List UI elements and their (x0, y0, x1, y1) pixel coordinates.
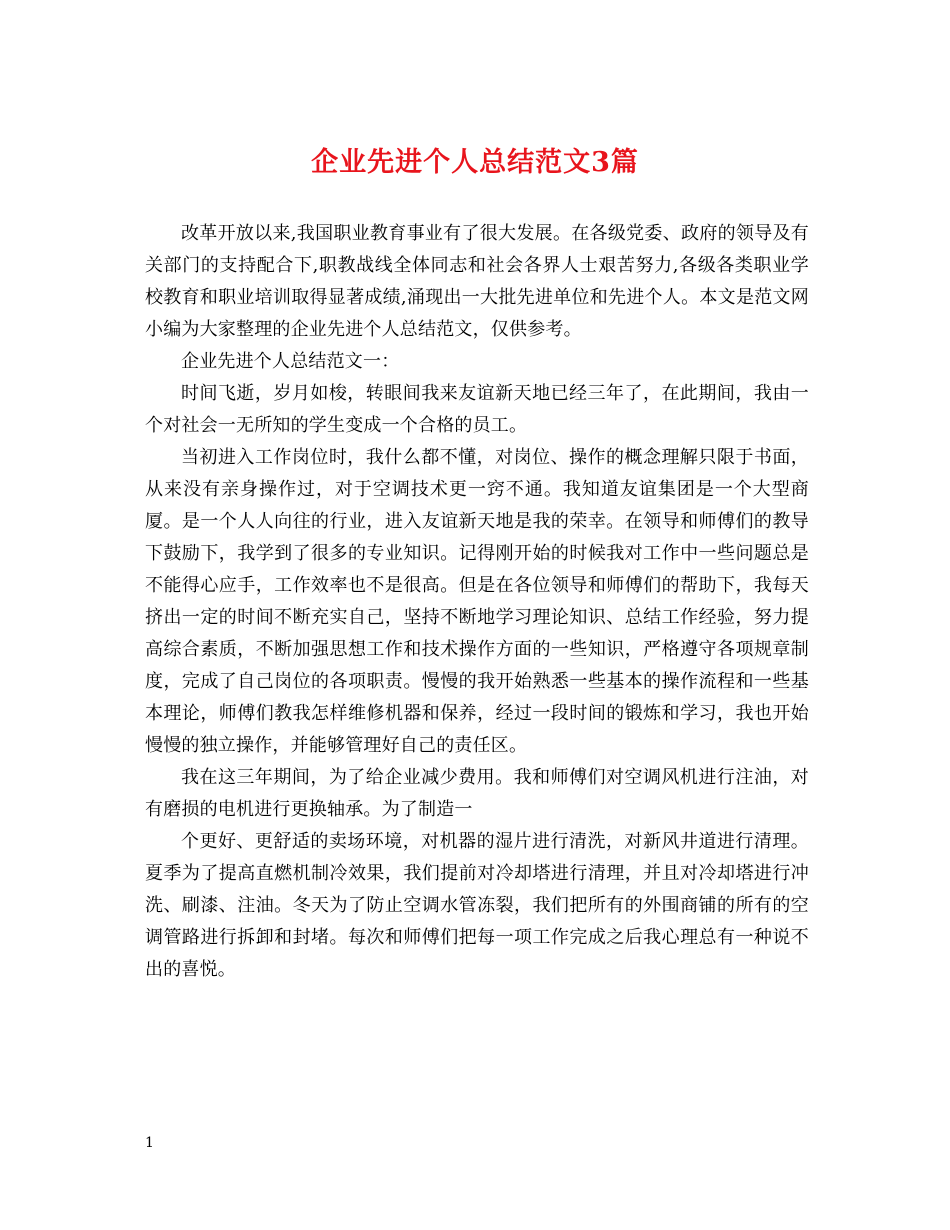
paragraph-time: 时间飞逝，岁月如梭，转眼间我来友谊新天地已经三年了，在此期间，我由一个对社会一无所知的学生变成一个合格的员工。 (145, 383, 809, 436)
paragraph-cost-saving: 我在这三年期间，为了给企业减少费用。我和师傅们对空调风机进行注油，对有磨损的电机进行更换轴承。为了制造一 (145, 767, 809, 820)
paragraph-section-heading: 企业先进个人总结范文一： (181, 351, 400, 372)
document-title: 企业先进个人总结范文3篇 (311, 147, 639, 178)
paragraph-beginning: 当初进入工作岗位时，我什么都不懂，对岗位、操作的概念理解只限于书面，从来没有亲身操作过，对于空调技术更一窍不通。我知道友谊集团是一个大型商厦。是一个人人向往的行业，进入友谊新天地是我的荣幸。在领导和师傅们的教导下鼓励下，我学到了很多的专业知识。记得刚开始的时候我对工作中一些问题总是不能得心应手，工作效率也不是很高。但是在各位领导和师傅们的帮助下，我每天挤出一定的时间不断充实自己，坚持不断地学习理论知识、总结工作经验，努力提高综合素质，不断加强思想工作和技术操作方面的一些知识，严格遵守各项规章制度，完成了自己岗位的各项职责。慢慢的我开始熟悉一些基本的操作流程和一些基本理论，师傅们教我怎样维修机器和保养，经过一段时间的锻炼和学习，我也开始慢慢的独立操作，并能够管理好自己的责任区。 (145, 447, 809, 756)
paragraph-environment: 个更好、更舒适的卖场环境，对机器的湿片进行清洗，对新风井道进行清理。夏季为了提高直燃机制冷效果，我们提前对冷却塔进行清理，并且对冷却塔进行冲洗、刷漆、注油。冬天为了防止空调水管冻裂，我们把所有的外围商铺的所有的空调管路进行拆卸和封堵。每次和师傅们把每一项工作完成之后我心理总有一种说不出的喜悦。 (145, 831, 809, 980)
paragraph-intro: 改革开放以来,我国职业教育事业有了很大发展。在各级党委、政府的领导及有关部门的支持配合下,职教战线全体同志和社会各界人士艰苦努力,各级各类职业学校教育和职业培训取得显著成绩,涌现出一大批先进单位和先进个人。本文是范文网小编为大家整理的企业先进个人总结范文，仅供参考。 (145, 223, 809, 340)
page-number: 1 (145, 1135, 154, 1151)
document-body (145, 218, 809, 986)
